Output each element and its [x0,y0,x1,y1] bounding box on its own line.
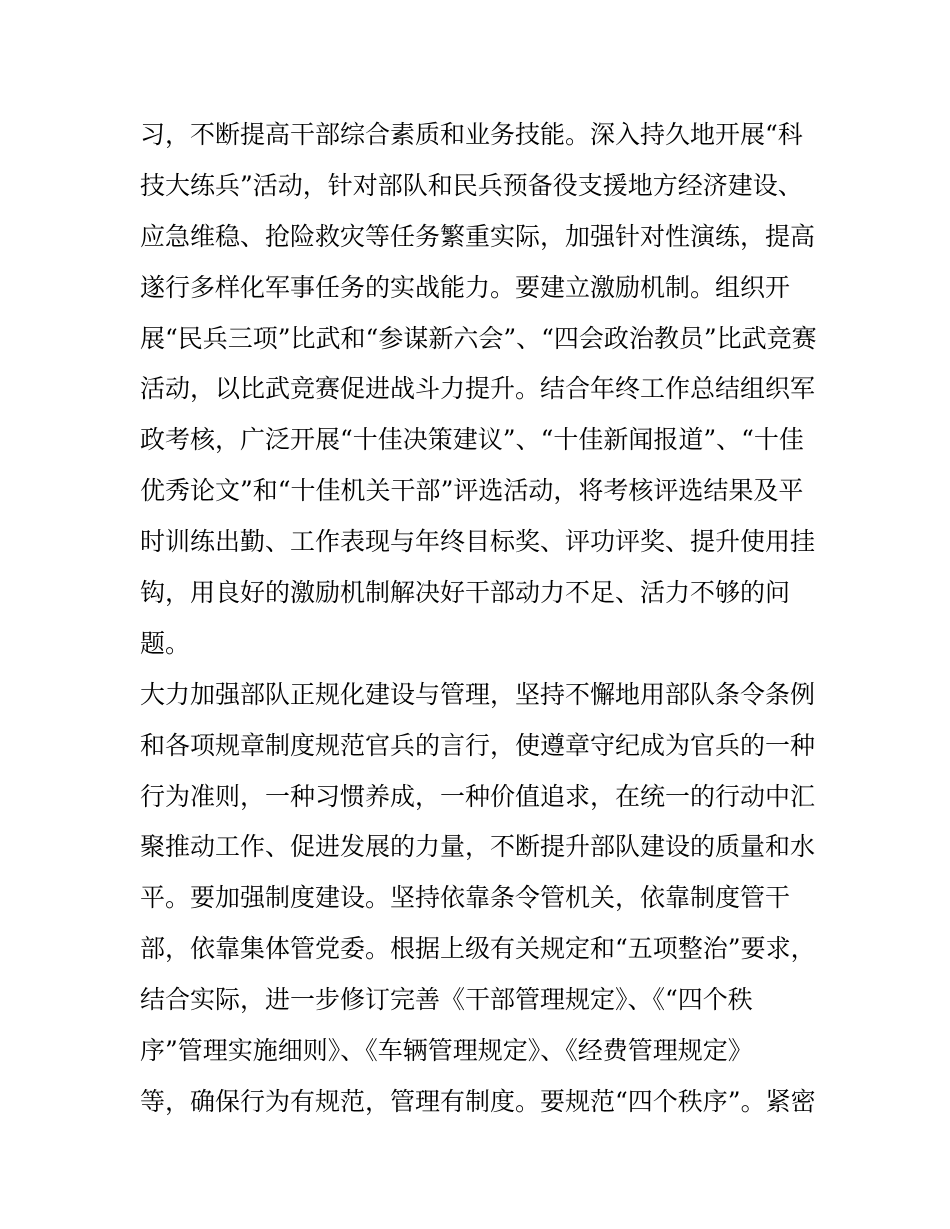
text-line: 结合实际，进一步修订完善《干部管理规定》、《“四个秩 [140,985,753,1015]
text-line: 活动，以比武竞赛促进战斗力提升。结合年终工作总结组织军 [140,374,816,404]
paragraph-2 [140,670,820,1128]
text-line: 部，依靠集体管党委。根据上级有关规定和“五项整治”要求， [140,934,816,964]
text-line: 序”管理实施细则》、《车辆管理规定》、《经费管理规定》 [140,1036,753,1066]
paragraph-1 [140,110,820,670]
text-line: 习，不断提高干部综合素质和业务技能。深入持久地开展“科 [140,120,803,149]
text-line: 遂行多样化军事任务的实战能力。要建立激励机制。组织开 [140,272,791,302]
text-line: 大力加强部队正规化建设与管理，坚持不懈地用部队条令条例 [140,679,816,709]
text-line: 题。 [140,628,191,658]
text-line: 和各项规章制度规范官兵的言行，使遵章守纪成为官兵的一种 [140,730,816,760]
text-line: 优秀论文”和“十佳机关干部”评选活动，将考核评选结果及平 [140,476,804,506]
text-line: 政考核，广泛开展“十佳决策建议”、“十佳新闻报道”、“十佳 [140,425,804,455]
text-line: 时训练出勤、工作表现与年终目标奖、评功评奖、提升使用挂 [140,527,816,557]
text-line: 应急维稳、抢险救灾等任务繁重实际，加强针对性演练，提高 [140,221,816,251]
text-line: 技大练兵”活动，针对部队和民兵预备役支援地方经济建设、 [140,170,803,200]
text-line: 平。要加强制度建设。坚持依靠条令管机关，依靠制度管干 [140,883,791,913]
text-line: 钩，用良好的激励机制解决好干部动力不足、活力不够的问 [140,578,791,608]
text-line: 行为准则，一种习惯养成，一种价值追求，在统一的行动中汇 [140,781,816,811]
text-line: 聚推动工作、促进发展的力量，不断提升部队建设的质量和水 [140,832,816,862]
text-line: 展“民兵三项”比武和“参谋新六会”、“四会政治教员”比武竞赛 [140,323,817,353]
text-line: 等，确保行为有规范，管理有制度。要规范“四个秩序”。紧密 [140,1086,816,1116]
document-body [140,110,820,1128]
